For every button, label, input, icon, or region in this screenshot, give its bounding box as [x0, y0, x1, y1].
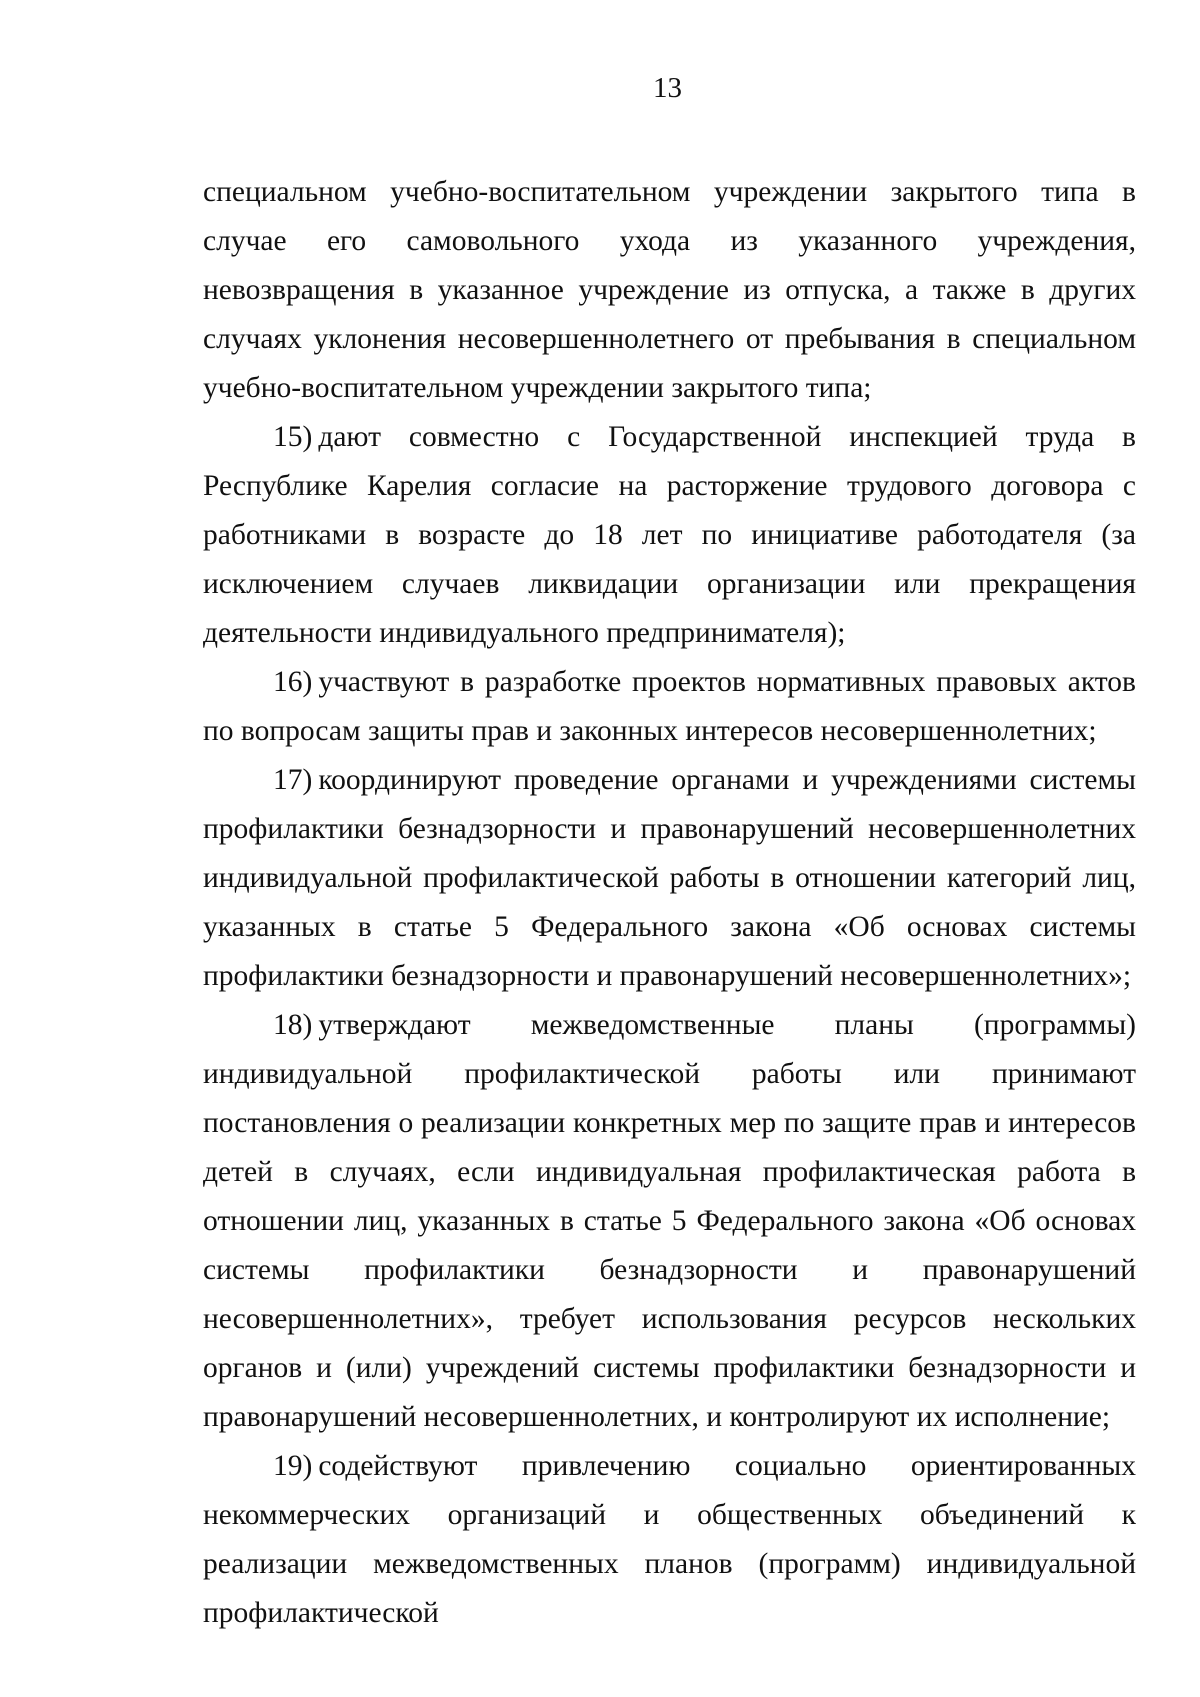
page-number: 13	[653, 72, 682, 104]
list-item-18	[203, 1001, 1136, 1442]
paragraph-text: содействуют привлечению социально ориентированных некоммерческих организаций и общественных объединений к реализации межведомственных планов (программ) индивидуальной профилактической	[203, 1450, 1136, 1629]
list-item-15	[203, 413, 1136, 658]
paragraph-text: дают совместно с Государственной инспекцией труда в Республике Карелия согласие на расторжение трудового договора с работниками в возрасте до 18 лет по инициативе работодателя (за исключением случаев ликвидации организации или прекращения деятельности индивидуального предпринимателя);	[203, 421, 1136, 649]
list-item-17	[203, 756, 1136, 1001]
paragraph-text: специальном учебно-воспитательном учреждении закрытого типа в случае его самовольного ухода из указанного учреждения, невозвращения в указанное учреждение из отпуска, а также в других случаях уклонения несовершеннолетнего от пребывания в специальном учебно-воспитательном учреждении закрытого типа;	[203, 176, 1136, 404]
paragraph-continuation	[203, 168, 1136, 413]
list-item-number: 16)	[273, 666, 313, 698]
list-item-number: 18)	[273, 1009, 313, 1041]
document-body	[203, 168, 1136, 1638]
list-item-number: 17)	[273, 764, 313, 796]
paragraph-text: участвуют в разработке проектов нормативных правовых актов по вопросам защиты прав и законных интересов несовершеннолетних;	[203, 666, 1136, 747]
paragraph-text: координируют проведение органами и учреждениями системы профилактики безнадзорности и правонарушений несовершеннолетних индивидуальной профилактической работы в отношении категорий лиц, указанных в статье 5 Федерального закона «Об основах системы профилактики безнадзорности и правонарушений несовершеннолетних»;	[203, 764, 1136, 992]
list-item-number: 15)	[273, 421, 313, 453]
list-item-16	[203, 658, 1136, 756]
list-item-number: 19)	[273, 1450, 313, 1482]
list-item-19	[203, 1442, 1136, 1638]
paragraph-text: утверждают межведомственные планы (программы) индивидуальной профилактической работы или принимают постановления о реализации конкретных мер по защите прав и интересов детей в случаях, если индивидуальная профилактическая работа в отношении лиц, указанных в статье 5 Федерального закона «Об основах системы профилактики безнадзорности и правонарушений несовершеннолетних», требует использования ресурсов нескольких органов и (или) учреждений системы профилактики безнадзорности и правонарушений несовершеннолетних, и контролируют их исполнение;	[203, 1009, 1136, 1433]
